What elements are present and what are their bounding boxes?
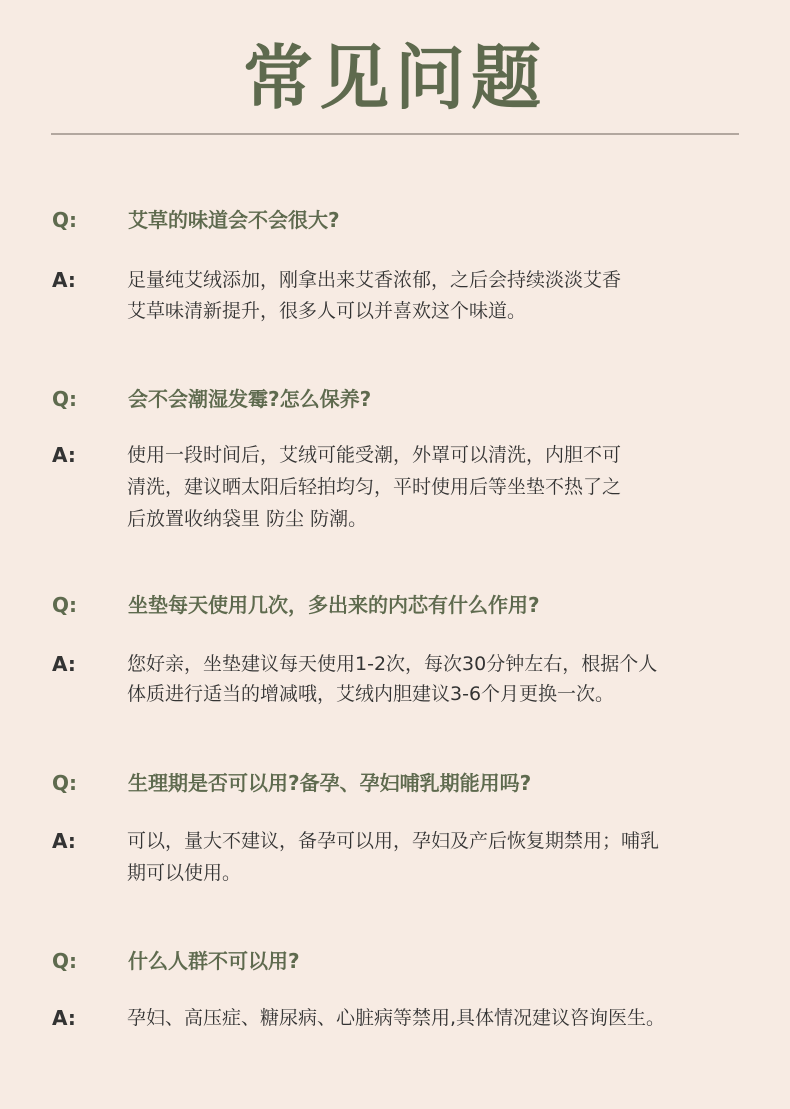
faq-question-row <box>0 384 790 414</box>
answer-prefix: A: <box>52 443 76 467</box>
faq-question-row <box>0 768 790 798</box>
faq-answer-line: 可以，量大不建议，备孕可以用，孕妇及产后恢复期禁用；哺乳 <box>127 830 660 852</box>
faq-item <box>0 946 790 1030</box>
question-prefix: Q: <box>52 208 77 232</box>
answer-prefix: A: <box>52 1006 76 1030</box>
faq-question: 什么人群不可以用? <box>128 949 300 973</box>
question-prefix: Q: <box>52 593 77 617</box>
faq-question-row <box>0 590 790 620</box>
answer-prefix: A: <box>52 268 76 292</box>
faq-item <box>0 590 790 705</box>
faq-answer-line: 期可以使用。 <box>127 862 242 884</box>
faq-answer-line: 使用一段时间后，艾绒可能受潮，外罩可以清洗，内胆不可 <box>127 444 622 466</box>
page-title: 常见问题 <box>243 36 547 119</box>
faq-question: 艾草的味道会不会很大? <box>128 208 340 232</box>
answer-prefix: A: <box>52 652 76 676</box>
faq-question: 坐垫每天使用几次，多出来的内芯有什么作用? <box>128 593 540 617</box>
question-prefix: Q: <box>52 771 77 795</box>
faq-answer-line: 体质进行适当的增减哦，艾绒内胆建议3-6个月更换一次。 <box>127 683 615 705</box>
faq-answer-line: 清洗，建议晒太阳后轻拍均匀，平时使用后等坐垫不热了之 <box>127 476 622 498</box>
question-prefix: Q: <box>52 387 77 411</box>
faq-answer-line: 孕妇、高压症、糖尿病、心脏病等禁用,具体情况建议咨询医生。 <box>127 1007 666 1029</box>
faq-answer-line: 后放置收纳袋里 防尘 防潮。 <box>127 508 368 530</box>
faq-item <box>0 384 790 530</box>
faq-item <box>0 768 790 884</box>
faq-question-row <box>0 946 790 976</box>
faq-item <box>0 205 790 322</box>
faq-question: 会不会潮湿发霉?怎么保养? <box>128 387 372 411</box>
title-divider <box>51 133 739 135</box>
question-prefix: Q: <box>52 949 77 973</box>
faq-answer-line: 足量纯艾绒添加，刚拿出来艾香浓郁，之后会持续淡淡艾香 <box>127 269 622 291</box>
faq-answer-line: 艾草味清新提升，很多人可以并喜欢这个味道。 <box>127 300 527 322</box>
faq-answer-line: 您好亲，坐垫建议每天使用1-2次，每次30分钟左右，根据个人 <box>127 653 658 675</box>
faq-question-row <box>0 205 790 235</box>
answer-prefix: A: <box>52 829 76 853</box>
faq-question: 生理期是否可以用?备孕、孕妇哺乳期能用吗? <box>128 771 532 795</box>
